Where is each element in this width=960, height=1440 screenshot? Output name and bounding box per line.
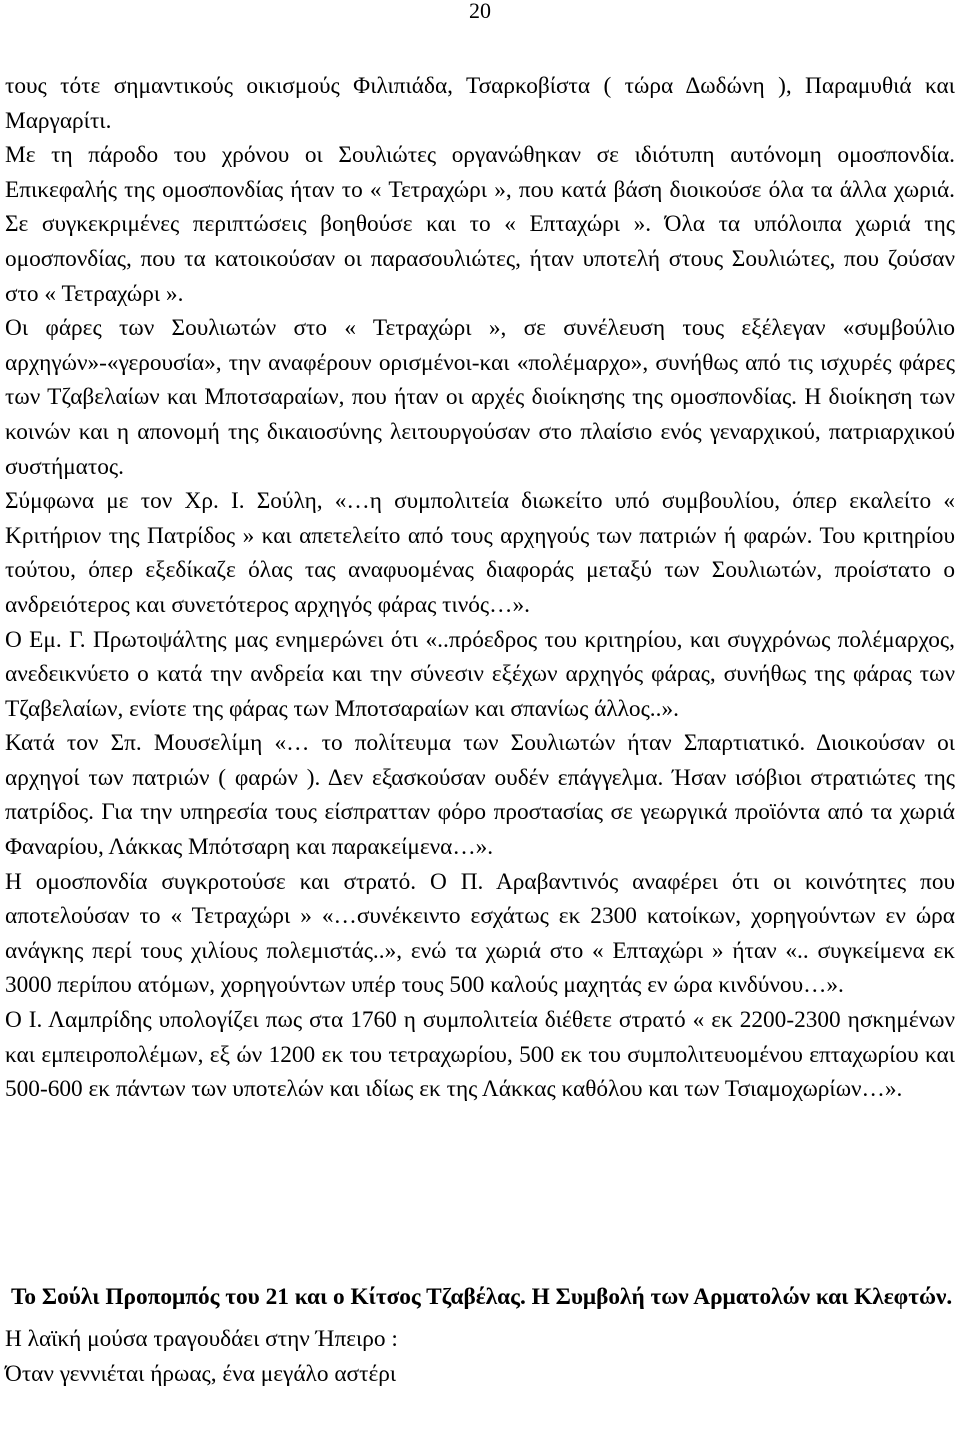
body-text xyxy=(5,69,955,1107)
paragraph: Ο Ι. Λαμπρίδης υπολογίζει πως στα 1760 η συμπολιτεία διέθετε στρατό « εκ 2200-2300 ησκημένων και εμπειροπολέμων, εξ ών 1200 εκ του τετραχωρίου, 500 εκ του συμπολιτευομένου επταχωρίου και 500-600 εκ πάντων των υποτελών και ιδίως εκ της Λάκκας καθόλου και των Τσιαμοχωρίων…». xyxy=(5,1007,955,1103)
paragraph: Σύμφωνα με τον Χρ. Ι. Σούλη, «…η συμπολιτεία διωκείτο υπό συμβουλίου, όπερ εκαλείτο « Κριτήριον της Πατρίδος » και απετελείτο από τους αρχηγούς των πατριών ή φαρών. Του κριτηρίου τούτου, όπερ εξεδίκαζε όλας τας αναφυομένας διαφοράς μεταξύ των Σουλιωτών, προίστατο ο ανδρειότερος και συνετότερος αρχηγός φάρας τινός…». xyxy=(5,488,955,618)
paragraph: τους τότε σημαντικούς οικισμούς Φιλιπιάδα, Τσαρκοβίστα ( τώρα Δωδώνη ), Παραμυθιά και Μαργαρίτι. xyxy=(5,73,955,134)
paragraph: Οι φάρες των Σουλιωτών στο « Τετραχώρι », σε συνέλευση τους εξέλεγαν «συμβούλιο αρχηγών»-«γερουσία», την αναφέρουν ορισμένοι-και «πολέμαρχο», συνήθως από τις ισχυρές φάρες των Τζαβελαίων και Μποτσαραίων, που ήταν οι αρχές διοίκησης της ομοσπονδίας. Η διοίκηση των κοινών και η απονομή της δικαιοσύνης λειτουργούσαν στο πλαίσιο ενός γεναρχικού, πατριαρχικού συστήματος. xyxy=(5,315,955,480)
page-number: 20 xyxy=(469,0,491,23)
paragraph: Ο Εμ. Γ. Πρωτοψάλτης μας ενημερώνει ότι «..πρόεδρος του κριτηρίου, και συγχρόνως πολέμαρχος, ανεδεικνύετο ο κατά την ανδρεία και την σύνεσιν εξέχων αρχηγός φάρας, συνήθως της φάρας των Τζαβελαίων, ενίοτε της φάρας των Μποτσαραίων και σπανίως άλλος..». xyxy=(5,626,955,722)
verse-block xyxy=(5,1322,955,1391)
section-heading: Το Σούλι Προπομπός του 21 και ο Κίτσος Τζαβέλας. Η Συμβολή των Αρματολών και Κλεφτών. xyxy=(11,1284,953,1310)
verse-line: Όταν γεννιέται ήρωας, ένα μεγάλο αστέρι xyxy=(5,1360,397,1387)
paragraph: Με τη πάροδο του χρόνου οι Σουλιώτες οργανώθηκαν σε ιδιότυπη αυτόνομη ομοσπονδία. Επικεφαλής της ομοσπονδίας ήταν το « Τετραχώρι », που κατά βάση διοικούσε όλα τα άλλα χωριά. Σε συγκεκριμένες περιπτώσεις βοηθούσε και το « Επταχώρι ». Όλα τα υπόλοιπα χωριά της ομοσπονδίας, που τα κατοικούσαν οι παρασουλιώτες, ήταν υποτελή στους Σουλιώτες, που ζούσαν στο « Τετραχώρι ». xyxy=(5,142,955,307)
verse-line: Η λαϊκή μούσα τραγουδάει στην Ήπειρο : xyxy=(5,1326,398,1352)
paragraph: Η ομοσπονδία συγκροτούσε και στρατό. Ο Π. Αραβαντινός αναφέρει ότι οι κοινότητες που αποτελούσαν το « Τετραχώρι » «…συνέκειντο εσχάτως εκ 2300 κατοίκων, χορηγούντων εν ώρα ανάγκης περί τους χιλίους πολεμιστάς..», ενώ τα χωριά στο « Επταχώρι » ήταν «.. συγκείμενα εκ 3000 περίπου ατόμων, χορηγούντων υπέρ τους 500 καλούς μαχητάς εν ώρα κινδύνου…». xyxy=(5,868,955,999)
paragraph: Κατά τον Σπ. Μουσελίμη «… το πολίτευμα των Σουλιωτών ήταν Σπαρτιατικό. Διοικούσαν οι αρχηγοί των πατριών ( φαρών ). Δεν εξασκούσαν ουδέν επάγγελμα. Ήσαν ισόβιοι στρατιώτες της πατρίδος. Για την υπηρεσία τους είσπρατταν φόρο προστασίας σε γεωργικά προϊόντα από τα χωριά Φαναρίου, Λάκκας Μπότσαρη και παρακείμενα…». xyxy=(5,730,955,861)
